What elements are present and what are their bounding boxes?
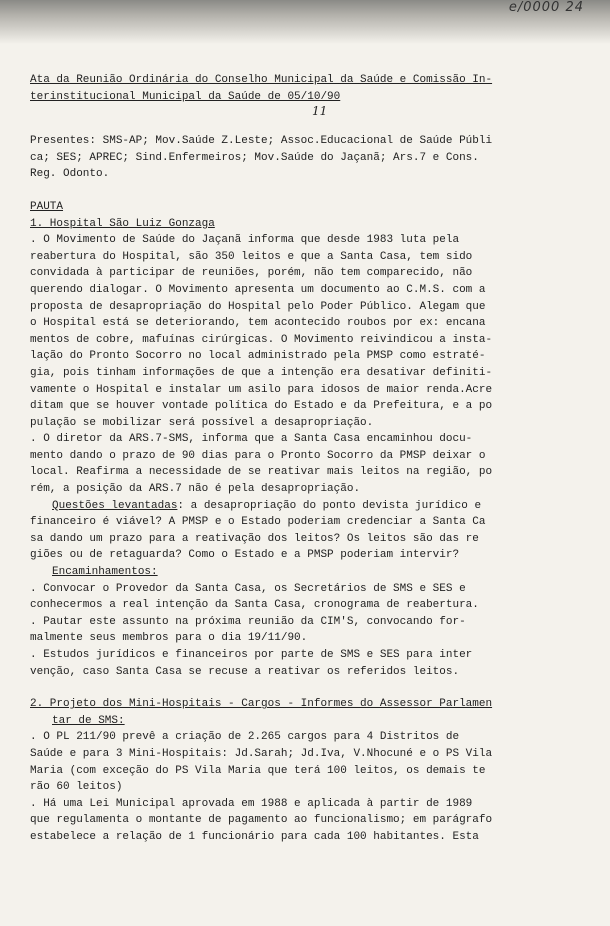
body-line: lação do Pronto Socorro no local administrado pela PMSP como estraté-	[30, 350, 486, 363]
body-line: Saúde e para 3 Mini-Hospitais: Jd.Sarah; Jd.Iva, V.Nhocuné e o PS Vila	[30, 747, 493, 760]
spacer	[30, 117, 590, 133]
questions-first-line	[30, 498, 590, 515]
body-line: rão 60 leitos)	[30, 781, 123, 794]
body-line: que regulamenta o montante de pagamento ao funcionalismo; em parágrafo	[30, 814, 493, 827]
body-line: . Pautar este assunto na próxima reunião da CIM'S, convocando for-	[30, 615, 466, 628]
body-line: Maria (com exceção do PS Vila Maria que terá 100 leitos, os demais te	[30, 764, 486, 777]
document-title	[30, 72, 590, 105]
handwritten-number: 11	[312, 104, 328, 119]
item1-heading: 1. Hospital São Luiz Gonzaga	[30, 217, 215, 230]
spacer	[30, 680, 590, 696]
item2-heading-line: tar de SMS:	[52, 714, 125, 727]
spacer	[30, 183, 590, 199]
body-line: estabelece a relação de 1 funcionário para cada 100 habitantes. Esta	[30, 830, 479, 843]
body-line: giões ou de retaguarda? Como o Estado e a PMSP poderiam intervir?	[30, 549, 460, 562]
body-line: reabertura do Hospital, são 350 leitos e que a Santa Casa, tem sido	[30, 250, 473, 263]
attendees-block	[30, 133, 590, 183]
body-line: convidada à participar de reuniões, porém, não tem comparecido, não	[30, 267, 473, 280]
referrals-block	[30, 564, 590, 680]
item2-heading-line: 2. Projeto dos Mini-Hospitais - Cargos - Informes do Assessor Parlamen	[30, 698, 493, 711]
questions-label: Questões levantadas	[52, 499, 178, 512]
body-line: . Convocar o Provedor da Santa Casa, os Secretários de SMS e SES e	[30, 582, 466, 595]
body-line: financeiro é viável? A PMSP e o Estado poderiam credenciar a Santa Ca	[30, 516, 486, 529]
body-line: mentos de cobre, mafuínas cirúrgicas. O Movimento reivindicou a insta-	[30, 333, 493, 346]
body-line: . Estudos jurídicos e financeiros por parte de SMS e SES para inter	[30, 649, 473, 661]
body-line: ditam que se houver vontade política do Estado e da Prefeitura, e a po	[30, 400, 493, 413]
item1-body	[30, 232, 590, 498]
body-line: querendo dialogar. O Movimento apresenta um documento ao C.M.S. com a	[30, 283, 486, 296]
body-line: vamente o Hospital e instalar um asilo para idosos de maior renda.Acre	[30, 383, 493, 396]
body-line: sa dando um prazo para a reativação dos leitos? Os leitos são das re	[30, 532, 479, 545]
item2-body	[30, 729, 590, 845]
archive-stamp: e/0000 24	[508, 0, 584, 15]
referrals-label: Encaminhamentos:	[52, 566, 158, 579]
attendees-line: ca; SES; APREC; Sind.Enfermeiros; Mov.Saúde do Jaçanã; Ars.7 e Cons.	[30, 151, 479, 164]
body-line: conhecermos a real intenção da Santa Casa, cronograma de reabertura.	[30, 599, 479, 612]
body-line: mento dando o prazo de 90 dias para o Pronto Socorro da PMSP deixar o	[30, 449, 486, 462]
item2-heading	[30, 696, 590, 729]
body-line: local. Reafirma a necessidade de se reativar mais leitos na região, po	[30, 466, 493, 479]
questions-block	[30, 498, 590, 564]
body-line: gia, pois tinham informações de que a intenção era desativar definiti-	[30, 366, 493, 379]
body-line: malmente seus membros para o dia 19/11/90.	[30, 632, 308, 645]
body-line: . O diretor da ARS.7-SMS, informa que a Santa Casa encaminhou docu-	[30, 433, 473, 446]
body-line: venção, caso Santa Casa se recuse a reativar os referidos leitos.	[30, 665, 460, 678]
body-line: . O Movimento de Saúde do Jaçanã informa que desde 1983 luta pela	[30, 234, 460, 247]
agenda-heading: PAUTA	[30, 200, 64, 213]
body-line: rém, a posição da ARS.7 não é pela desapropriação.	[30, 483, 361, 496]
title-line: terinstitucional Municipal da Saúde de 05/10/90	[30, 90, 341, 103]
questions-first-text: : a desapropriação do ponto devista jurídico e	[177, 499, 482, 512]
attendees-line: Presentes: SMS-AP; Mov.Saúde Z.Leste; Assoc.Educacional de Saúde Públi	[30, 135, 493, 148]
body-line: o Hospital está se deteriorando, tem acontecido roubos por ex: encana	[30, 317, 486, 330]
body-line: . Há uma Lei Municipal aprovada em 1988 e aplicada à partir de 1989	[30, 797, 473, 810]
document-page	[30, 72, 590, 846]
title-line: Ata da Reunião Ordinária do Conselho Municipal da Saúde e Comissão In-	[30, 74, 493, 86]
body-line: . O PL 211/90 prevê a criação de 2.265 cargos para 4 Distritos de	[30, 731, 460, 744]
attendees-line: Reg. Odonto.	[30, 168, 110, 181]
body-line: pulação se mobilizar será possível a desapropriação.	[30, 416, 374, 429]
body-line: proposta de desapropriação do Hospital pelo Poder Público. Alegam que	[30, 300, 486, 313]
